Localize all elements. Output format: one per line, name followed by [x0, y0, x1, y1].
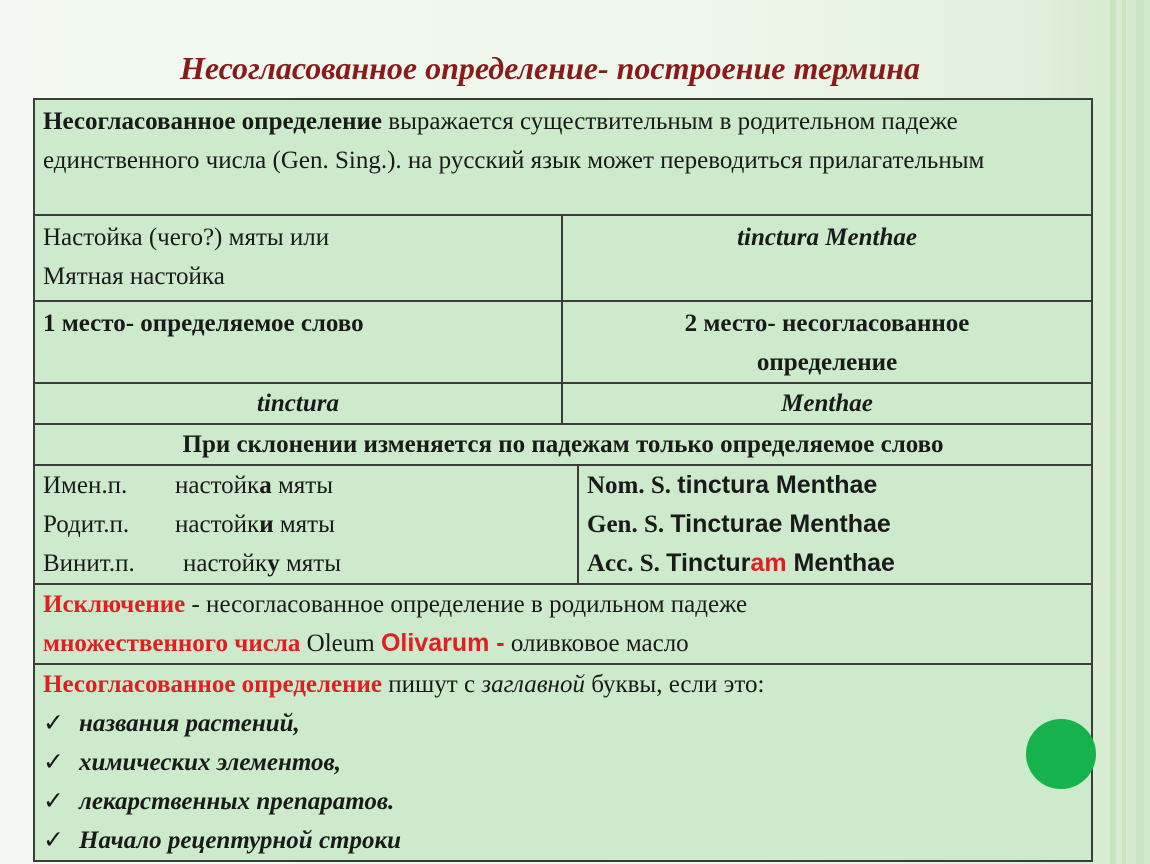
capital-rule-item [43, 704, 1083, 743]
case-lat-row [587, 505, 1083, 544]
cases-lat-cell [578, 465, 1092, 584]
exception-row [34, 584, 1092, 664]
capital-rule-item [43, 743, 1083, 782]
case-lat-label: Nom. S. [587, 472, 672, 499]
case-ru-label: Имен.п. [43, 472, 128, 499]
capital-rule-row [34, 664, 1092, 861]
case-ru-label: Винит.п. [43, 550, 135, 577]
capital-rule-item-text: лекарственных препаратов. [79, 788, 395, 815]
exception-label: Исключение [43, 591, 186, 618]
exception-translation: оливковое масло [504, 630, 689, 657]
word-left-cell: tinctura [34, 383, 562, 424]
case-ru-row [43, 466, 569, 505]
capital-rule-text2: буквы, если это: [584, 671, 765, 698]
exception-olivarum: Olivarum - [380, 629, 505, 657]
capital-rule-item [43, 821, 1083, 860]
intro-cell [34, 99, 1092, 215]
case-ru-ending: и [259, 511, 274, 538]
case-lat-label: Acc. S. [587, 550, 660, 577]
case-ru-stem: настойк [175, 511, 260, 538]
example-ru-line2: Мятная настойка [43, 263, 225, 290]
case-lat-row [587, 466, 1083, 505]
case-ru-row [43, 505, 569, 544]
case-lat-label: Gen. S. [587, 511, 665, 538]
exception-text: - несогласованное определение в родильном падеже [185, 591, 748, 618]
capital-rule-term: Несогласованное определение [43, 671, 383, 698]
checkmark-icon: ✓ [43, 710, 64, 737]
position-2-cell [562, 301, 1092, 383]
case-ru-noun: мяты [271, 472, 333, 499]
word-right-cell: Menthae [562, 383, 1092, 424]
case-lat-row [587, 544, 1083, 583]
decor-stripe-1 [1110, 0, 1116, 864]
example-row [34, 215, 1092, 301]
declension-note: При склонении изменяется по падежам только определяемое слово [34, 424, 1092, 465]
checkmark-icon: ✓ [43, 749, 64, 776]
case-ru-stem: настойк [183, 550, 268, 577]
exception-oleum: Oleum [300, 630, 381, 657]
capital-rule-text: пишут с [382, 671, 482, 698]
intro-term: Несогласованное определение [43, 108, 383, 135]
case-ru-noun: мяты [273, 511, 335, 538]
cases-row [34, 465, 1092, 584]
exception-cell [34, 584, 1092, 664]
slide-title: Несогласованное определение- построение термина [179, 50, 921, 86]
case-lat-stem: Tincturae [670, 510, 783, 538]
checkmark-icon: ✓ [43, 788, 64, 815]
intro-row [34, 99, 1092, 215]
capital-rule-italic: заглавной [481, 671, 585, 698]
positions-row [34, 301, 1092, 383]
declension-row [34, 424, 1092, 465]
position-1-cell: 1 место- определяемое слово [34, 301, 562, 383]
capital-rule-heading [43, 665, 1083, 704]
capital-rule-item-text: названия растений, [79, 710, 300, 737]
example-lat-cell: tinctura Menthae [562, 215, 1092, 301]
cases-ru-cell [34, 465, 578, 584]
intro-text: выражается существительным в родительном падеже единственного числа (Gen. Sing.). на русский язык может переводиться прилагательным [43, 108, 985, 174]
decor-stripe-3 [1136, 0, 1144, 864]
case-ru-label: Родит.п. [43, 511, 130, 538]
case-lat-noun: Menthae [768, 471, 878, 499]
case-lat-noun: Menthae [786, 549, 895, 577]
slide-nav-dot[interactable] [1026, 719, 1096, 789]
example-ru-line1: Настойка (чего?) мяты или [43, 224, 330, 251]
grammar-table [33, 98, 1093, 862]
case-ru-row [43, 544, 569, 583]
example-ru-cell [34, 215, 562, 301]
position-2-line1: 2 место- несогласованное [684, 310, 970, 337]
case-lat-stem: tinctura [677, 471, 769, 499]
case-ru-stem: настойк [175, 472, 260, 499]
case-lat-noun: Menthae [782, 510, 891, 538]
capital-rule-item-text: химических элементов, [79, 749, 341, 776]
case-ru-noun: мяты [279, 550, 341, 577]
decor-stripe-2 [1122, 0, 1126, 864]
checkmark-icon: ✓ [43, 827, 64, 854]
capital-rule-item [43, 782, 1083, 821]
words-row [34, 383, 1092, 424]
case-ru-ending: у [267, 550, 280, 577]
exception-plural: множественного числа [43, 630, 301, 657]
case-lat-ending: am [750, 549, 787, 577]
case-lat-stem: Tinctur [666, 549, 751, 577]
capital-rule-item-text: Начало рецептурной строки [79, 827, 402, 854]
capital-rule-cell [34, 664, 1092, 861]
case-ru-ending: а [259, 472, 272, 499]
position-2-line2: определение [756, 349, 898, 376]
